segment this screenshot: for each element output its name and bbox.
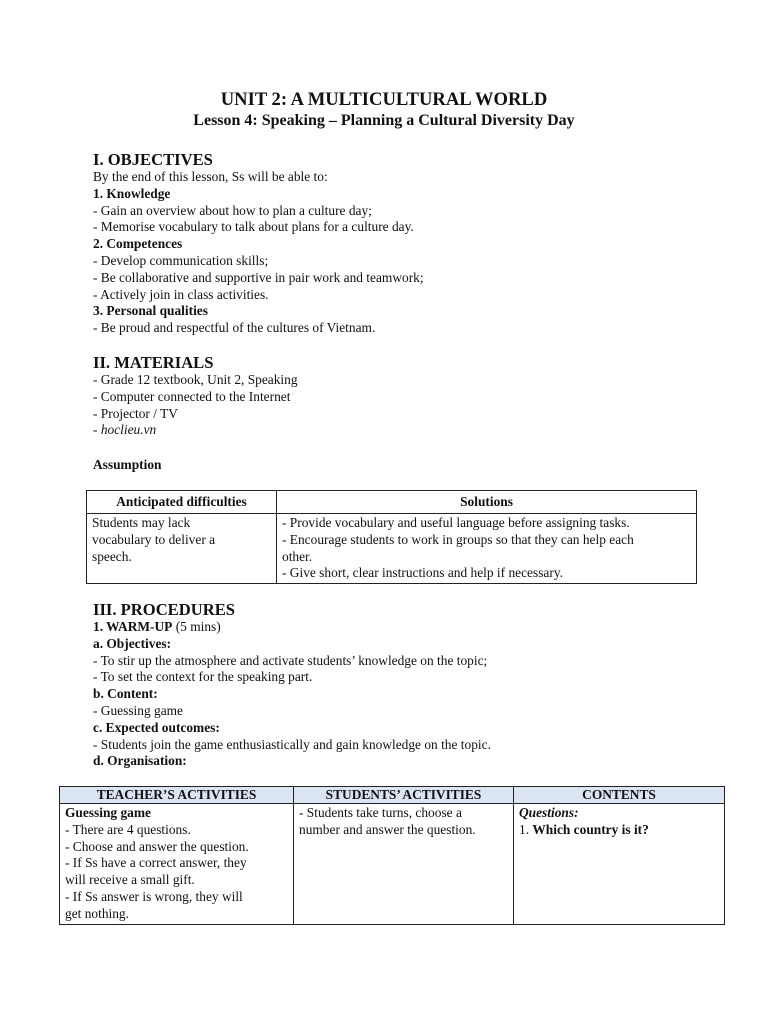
solutions-cell (277, 514, 697, 584)
column-header: Solutions (277, 491, 697, 514)
objectives-section (93, 150, 713, 337)
knowledge-heading: 1. Knowledge (93, 185, 171, 201)
table-row (60, 804, 725, 925)
student-activities-cell (294, 804, 514, 925)
competence-item: - Be collaborative and supportive in pair work and teamwork; (93, 269, 424, 285)
warmup-time: (5 mins) (172, 619, 221, 634)
materials-section (93, 353, 713, 439)
game-title: Guessing game (65, 805, 151, 820)
material-item-prefix: - (93, 422, 101, 438)
knowledge-item: - Gain an overview about how to plan a culture day; (93, 202, 372, 218)
cell-line: will receive a small gift. (65, 872, 195, 888)
cell-line: number and answer the question. (299, 821, 476, 837)
cell-line: - Give short, clear instructions and help if necessary. (282, 565, 563, 581)
content-item: - Guessing game (93, 702, 183, 718)
table-row (87, 514, 697, 584)
material-item: - Projector / TV (93, 405, 178, 421)
content-label: b. Content: (93, 686, 158, 702)
warmup-label: 1. WARM-UP (93, 619, 173, 634)
assumption-heading: Assumption (93, 457, 162, 472)
table-header-row (87, 491, 697, 514)
column-header: STUDENTS’ ACTIVITIES (294, 787, 514, 804)
procedures-section (93, 600, 713, 770)
material-item: - Computer connected to the Internet (93, 388, 291, 404)
procedure-objective: - To set the context for the speaking part. (93, 669, 313, 685)
cell-line: - If Ss have a correct answer, they (65, 855, 247, 871)
cell-line: - Students take turns, choose a (299, 805, 462, 820)
activities-table (59, 786, 725, 925)
objectives-intro: By the end of this lesson, Ss will be able to: (93, 169, 328, 184)
materials-heading: II. MATERIALS (93, 353, 214, 372)
assumption-table (86, 490, 697, 584)
questions-label: Questions: (519, 805, 579, 820)
procedure-objective: - To stir up the atmosphere and activate students’ knowledge on the topic; (93, 652, 488, 668)
question-item (519, 822, 719, 839)
knowledge-item: - Memorise vocabulary to talk about plans for a culture day. (93, 219, 414, 235)
cell-line: Students may lack (92, 515, 191, 530)
cell-line: get nothing. (65, 905, 129, 921)
cell-line: speech. (92, 548, 132, 564)
procedures-heading: III. PROCEDURES (93, 600, 235, 619)
cell-line: - There are 4 questions. (65, 821, 191, 837)
quality-item: - Be proud and respectful of the cultures of Vietnam. (93, 320, 376, 336)
organisation-label: d. Organisation: (93, 753, 187, 769)
outcomes-label: c. Expected outcomes: (93, 719, 220, 735)
material-item: - Grade 12 textbook, Unit 2, Speaking (93, 372, 298, 387)
material-item-website: hoclieu.vn (100, 422, 157, 438)
competence-item: - Actively join in class activities. (93, 286, 269, 302)
question-text: Which country is it? (532, 821, 649, 837)
cell-line: - Encourage students to work in groups so that they can help each (282, 531, 634, 547)
cell-line: other. (282, 548, 313, 564)
cell-line: - Provide vocabulary and useful language before assigning tasks. (282, 515, 630, 530)
column-header: TEACHER’S ACTIVITIES (60, 787, 294, 804)
competence-item: - Develop communication skills; (93, 252, 269, 268)
cell-line: - If Ss answer is wrong, they will (65, 888, 243, 904)
cell-line: vocabulary to deliver a (92, 531, 216, 547)
objectives-label: a. Objectives: (93, 635, 172, 651)
warmup-line (93, 619, 713, 636)
outcome-item: - Students join the game enthusiastically and gain knowledge on the topic. (93, 736, 491, 752)
cell-line: - Choose and answer the question. (65, 838, 249, 854)
question-number: 1. (519, 821, 533, 837)
qualities-heading: 3. Personal qualities (93, 303, 208, 319)
material-item (93, 422, 713, 439)
column-header: Anticipated difficulties (87, 491, 277, 514)
document-title: UNIT 2: A MULTICULTURAL WORLD (220, 89, 548, 110)
contents-cell (514, 804, 725, 925)
competences-heading: 2. Competences (93, 236, 183, 252)
table-header-row (60, 787, 725, 804)
difficulty-cell (87, 514, 277, 584)
teacher-activities-cell (60, 804, 294, 925)
lesson-subtitle: Lesson 4: Speaking – Planning a Cultural Diversity Day (193, 112, 575, 129)
objectives-heading: I. OBJECTIVES (93, 150, 213, 169)
column-header: CONTENTS (514, 787, 725, 804)
